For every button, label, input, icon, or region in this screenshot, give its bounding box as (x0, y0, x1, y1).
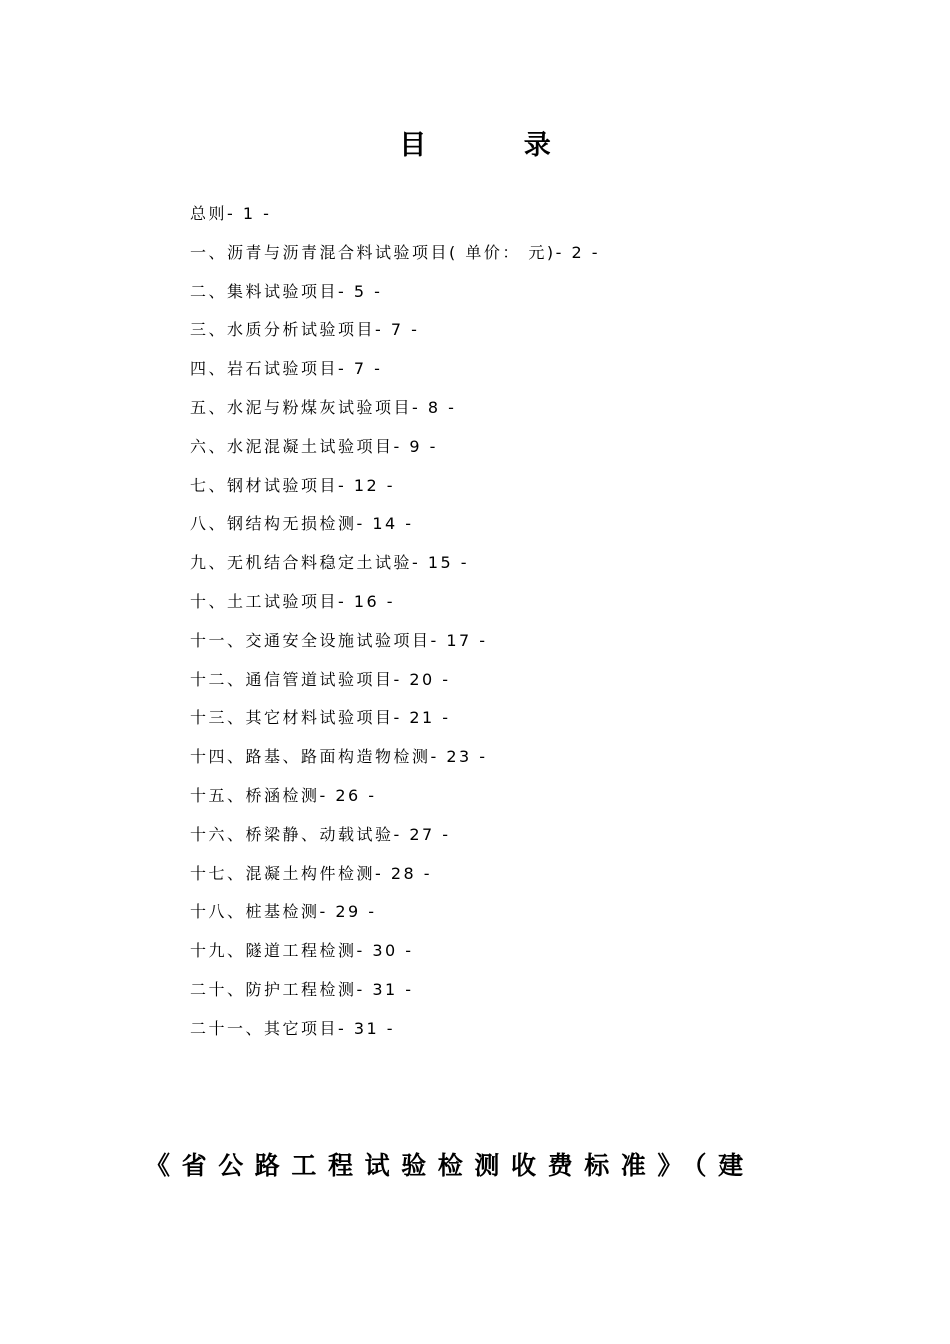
toc-item-other-materials[interactable]: 十三、其它材料试验项目- 21 - (190, 708, 451, 728)
toc-item-bridge-load-test[interactable]: 十六、桥梁静、动载试验- 27 - (190, 824, 451, 844)
toc-item-rock[interactable]: 四、岩石试验项目- 7 - (190, 359, 383, 379)
toc-item-water-quality[interactable]: 三、水质分析试验项目- 7 - (190, 320, 420, 340)
toc-item-communication-pipe[interactable]: 十二、通信管道试验项目- 20 - (190, 669, 451, 689)
toc-item-cement-concrete[interactable]: 六、水泥混凝土试验项目- 9 - (190, 436, 438, 456)
toc-item-tunnel[interactable]: 十九、隧道工程检测- 30 - (190, 941, 414, 961)
toc-item-pile-foundation[interactable]: 十八、桩基检测- 29 - (190, 902, 377, 922)
toc-item-other-items[interactable]: 二十一、其它项目- 31 - (190, 1018, 396, 1038)
toc-item-subgrade-pavement[interactable]: 十四、路基、路面构造物检测- 23 - (190, 747, 488, 767)
toc-item-protection-works[interactable]: 二十、防护工程检测- 31 - (190, 979, 414, 999)
document-heading: 《省公路工程试验检测收费标准》（建 (145, 1151, 755, 1180)
toc-item-steel-structure-ndt[interactable]: 八、钢结构无损检测- 14 - (190, 514, 414, 534)
toc-item-asphalt[interactable]: 一、沥青与沥青混合料试验项目( 单价： 元)- 2 - (190, 242, 601, 262)
toc-item-aggregate[interactable]: 二、集料试验项目- 5 - (190, 281, 383, 301)
toc-item-concrete-components[interactable]: 十七、混凝土构件检测- 28 - (190, 863, 433, 883)
toc-item-steel[interactable]: 七、钢材试验项目- 12 - (190, 475, 396, 495)
toc-item-traffic-safety[interactable]: 十一、交通安全设施试验项目- 17 - (190, 630, 488, 650)
toc-item-general[interactable]: 总则- 1 - (190, 204, 272, 223)
toc-item-geotechnical[interactable]: 十、土工试验项目- 16 - (190, 591, 396, 611)
toc-item-bridge-culvert[interactable]: 十五、桥涵检测- 26 - (190, 785, 377, 805)
toc-title: 目 录 (399, 130, 595, 161)
toc-item-stabilized-soil[interactable]: 九、无机结合料稳定土试验- 15 - (190, 553, 470, 573)
toc-item-cement-flyash[interactable]: 五、水泥与粉煤灰试验项目- 8 - (190, 397, 457, 417)
toc-list (190, 200, 600, 1054)
